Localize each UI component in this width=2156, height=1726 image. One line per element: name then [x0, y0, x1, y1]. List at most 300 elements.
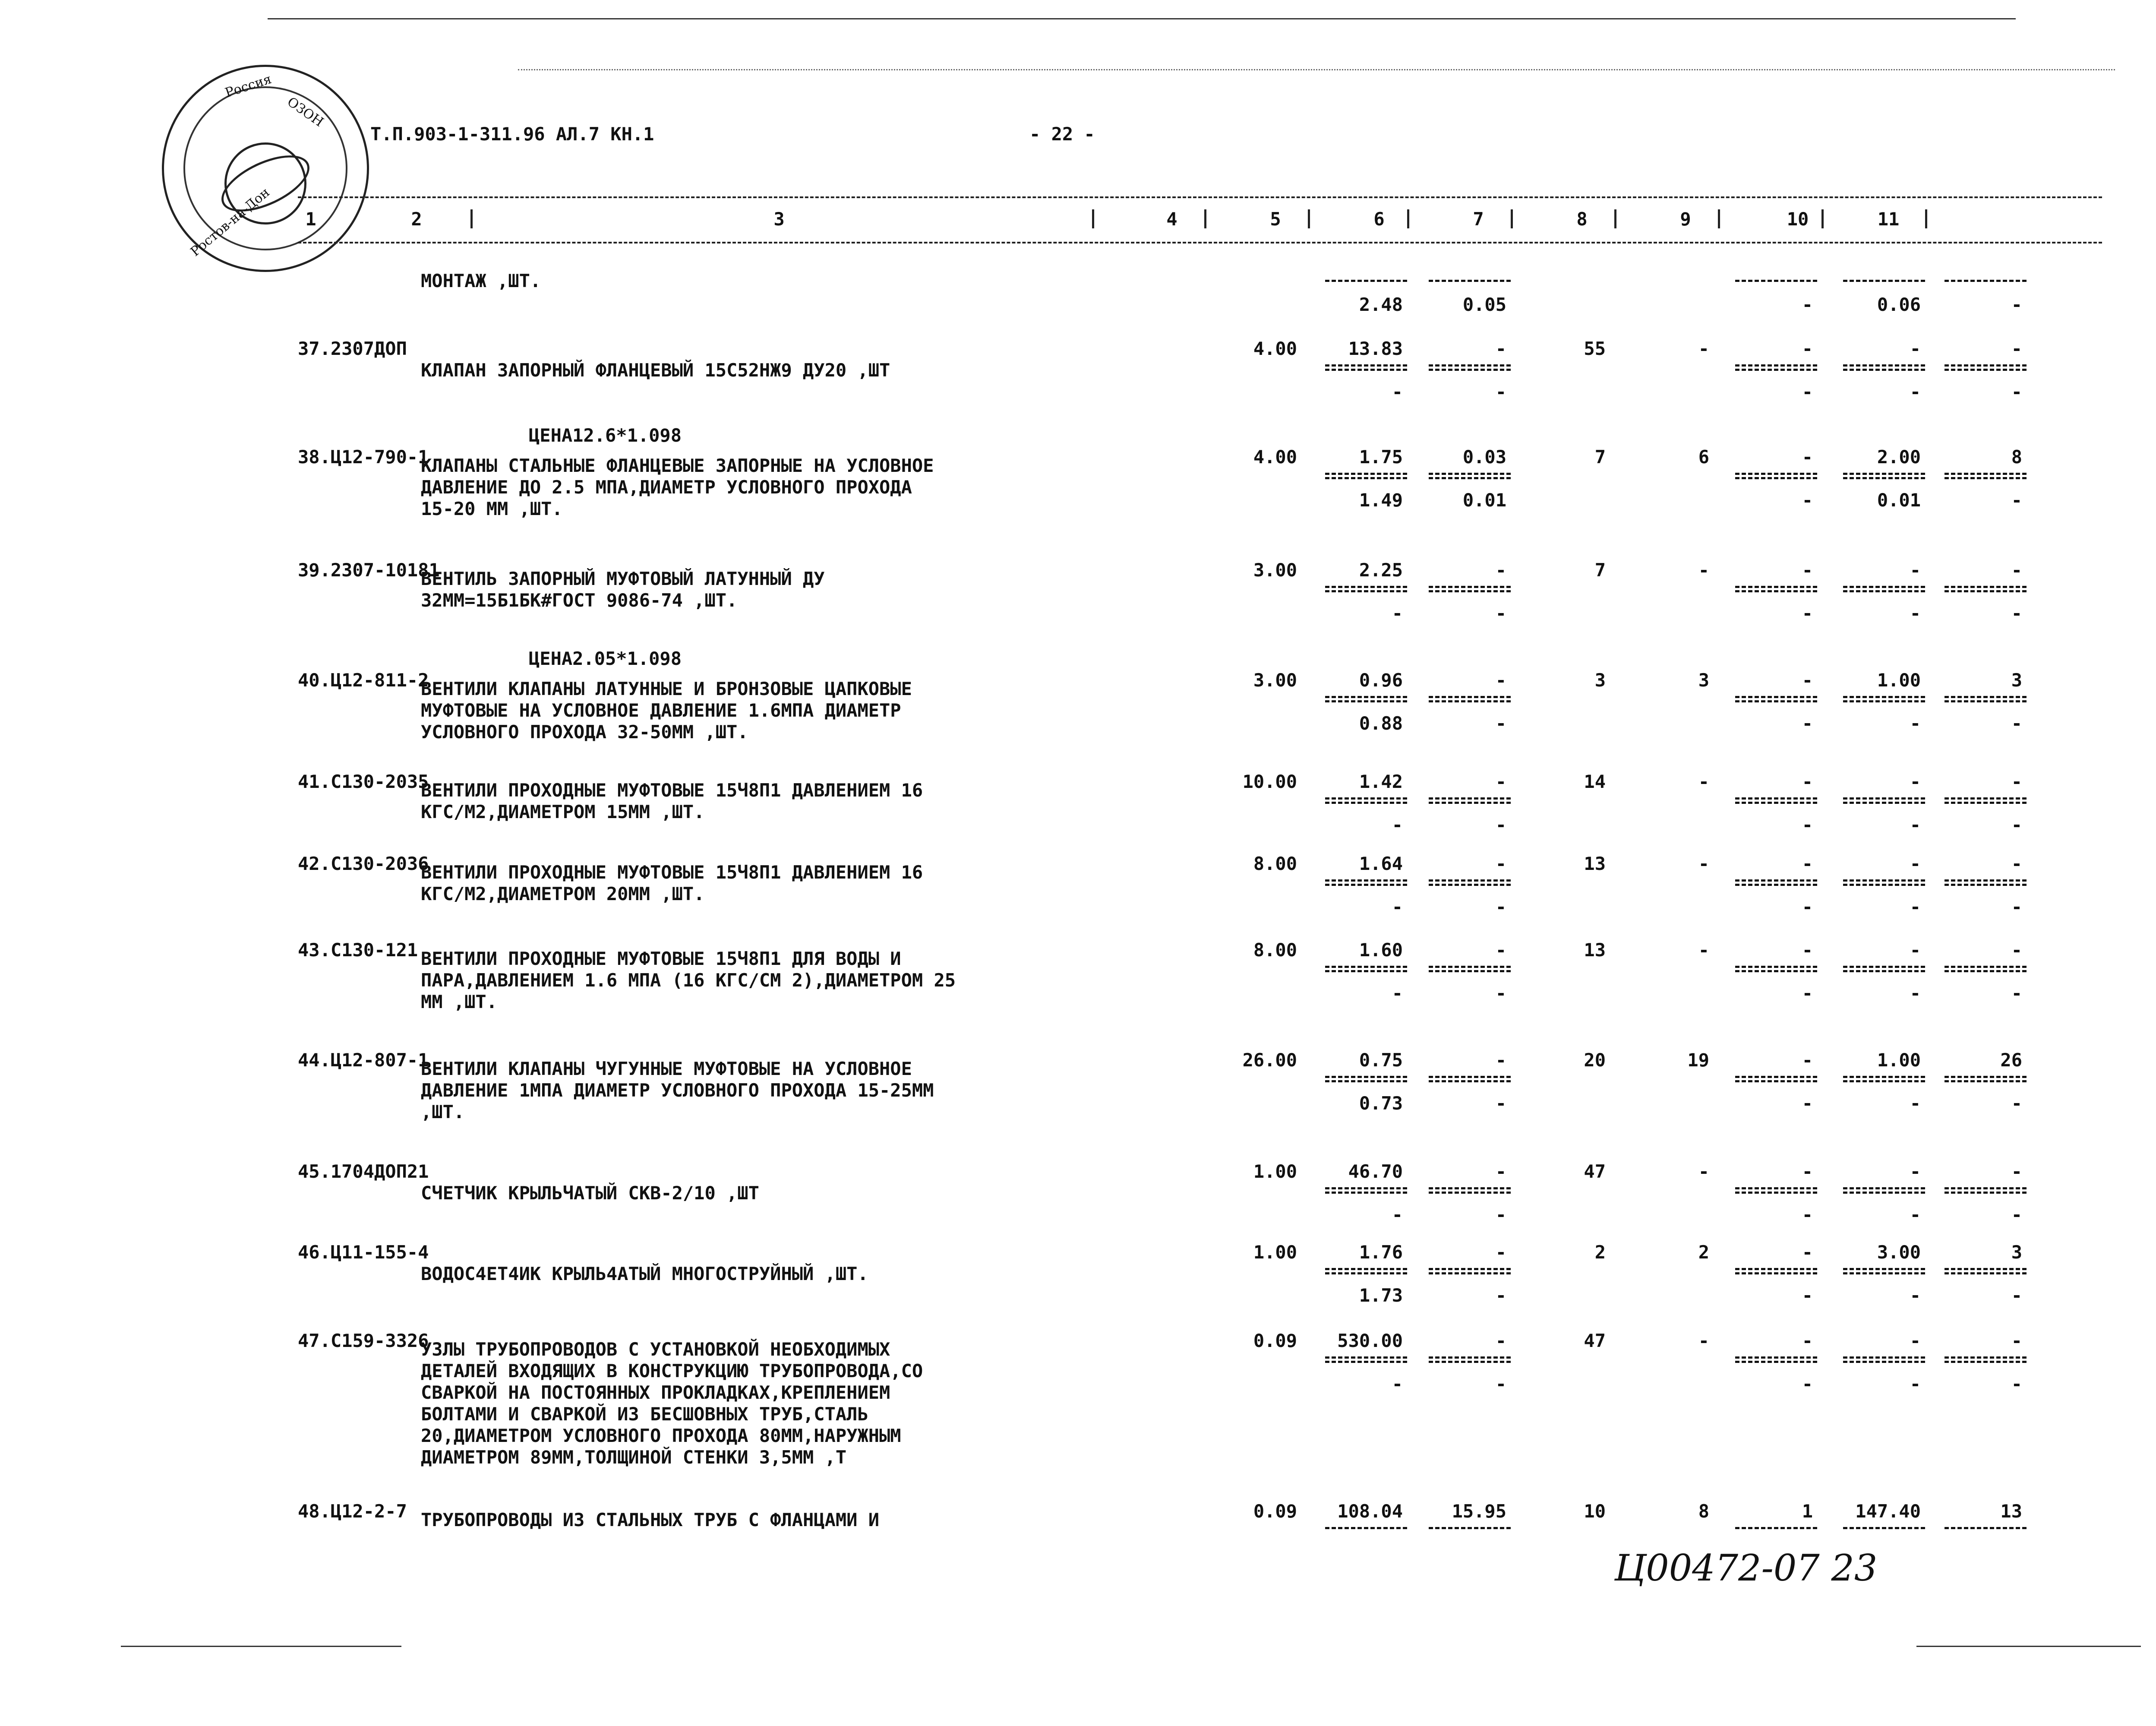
cell-c5: 1.42: [1359, 771, 1403, 792]
value-underline: [1945, 590, 2027, 592]
value-underline: [1945, 797, 2027, 800]
column-divider: [470, 209, 473, 228]
item-description-line: КЛАПАН ЗАПОРНЫЙ ФЛАНЦЕВЫЙ 15С52НЖ9 ДУ20 ,ШТ: [421, 360, 890, 381]
cell-c7: 7: [1594, 560, 1606, 581]
cell-c9-secondary: -: [1802, 896, 1813, 917]
item-description-line: ВЕНТИЛИ КЛАПАНЫ ЧУГУННЫЕ МУФТОВЫЕ НА УСЛОВНОЕ: [421, 1058, 912, 1079]
value-underline: [1429, 1356, 1511, 1359]
item-code: 41.С130-2035: [298, 771, 429, 792]
value-underline: [1843, 879, 1925, 882]
cell-c9-secondary: -: [1802, 294, 1813, 315]
cell-c5-secondary: -: [1392, 1204, 1403, 1225]
cell-c6-secondary: -: [1495, 983, 1506, 1004]
cell-c5: 0.75: [1359, 1050, 1403, 1071]
cell-c7: 10: [1584, 1501, 1606, 1522]
cell-c9: -: [1802, 1330, 1813, 1351]
cell-c11: -: [2011, 771, 2022, 792]
cell-c10: -: [1910, 771, 1921, 792]
value-underline: [1325, 369, 1407, 371]
cell-c6-secondary: -: [1495, 1373, 1506, 1394]
value-underline: [1945, 1076, 2027, 1078]
cell-c6-secondary: 0.05: [1462, 294, 1506, 315]
value-underline: [1735, 280, 1817, 282]
value-underline: [1325, 700, 1407, 702]
column-header-9: 9: [1680, 209, 1691, 230]
cell-c4: 3.00: [1253, 560, 1297, 581]
cell-c4: 3.00: [1253, 670, 1297, 691]
value-underline: [1735, 369, 1817, 371]
item-code: 46.Ц11-155-4: [298, 1242, 429, 1263]
value-underline: [1325, 970, 1407, 972]
value-underline: [1429, 970, 1511, 972]
value-underline: [1429, 1080, 1511, 1082]
value-underline: [1735, 797, 1817, 800]
value-underline: [1945, 280, 2027, 282]
cell-c10-secondary: -: [1910, 381, 1921, 402]
cell-c5: 1.60: [1359, 939, 1403, 961]
value-underline: [1945, 1356, 2027, 1359]
cell-c9-secondary: -: [1802, 983, 1813, 1004]
cell-c11: -: [2011, 1330, 2022, 1351]
value-underline: [1843, 700, 1925, 702]
cell-c6-secondary: -: [1495, 814, 1506, 835]
item-description-line: ДАВЛЕНИЕ ДО 2.5 МПА,ДИАМЕТР УСЛОВНОГО ПРОХОДА: [421, 477, 912, 498]
cell-c8: 2: [1698, 1242, 1709, 1263]
cell-c4: 8.00: [1253, 939, 1297, 961]
cell-c5: 13.83: [1348, 338, 1403, 359]
value-underline: [1945, 802, 2027, 804]
table-header-bottom-rule: [298, 242, 2102, 243]
cell-c8: 19: [1687, 1050, 1709, 1071]
value-underline: [1945, 586, 2027, 588]
item-description-line: 15-20 ММ ,ШТ.: [421, 498, 563, 519]
value-underline: [1735, 1527, 1817, 1529]
value-underline: [1429, 1527, 1511, 1529]
cell-c7: 2: [1594, 1242, 1606, 1263]
item-code: 40.Ц12-811-2: [298, 670, 429, 691]
value-underline: [1429, 280, 1511, 282]
item-description-line: МОНТАЖ ,ШТ.: [421, 270, 541, 291]
item-description-line: ВЕНТИЛИ ПРОХОДНЫЕ МУФТОВЫЕ 15Ч8П1 ДАВЛЕНИЕМ 16: [421, 780, 923, 801]
cell-c11: 13: [2000, 1501, 2022, 1522]
value-underline: [1735, 586, 1817, 588]
cell-c6: -: [1495, 560, 1506, 581]
value-underline: [1843, 970, 1925, 972]
value-underline: [1325, 884, 1407, 886]
value-underline: [1325, 1272, 1407, 1274]
cell-c6-secondary: -: [1495, 381, 1506, 402]
value-underline: [1735, 477, 1817, 479]
value-underline: [1325, 1527, 1407, 1529]
cell-c11-secondary: -: [2011, 1285, 2022, 1306]
item-price-note: ЦЕНА12.6*1.098: [529, 425, 682, 446]
column-header-3: 3: [773, 209, 785, 230]
value-underline: [1843, 802, 1925, 804]
item-code: 44.Ц12-807-1: [298, 1050, 429, 1071]
value-underline: [1843, 1268, 1925, 1270]
cell-c7: 7: [1594, 446, 1606, 468]
cell-c7: 14: [1584, 771, 1606, 792]
value-underline: [1735, 473, 1817, 475]
cell-c5-secondary: -: [1392, 896, 1403, 917]
cell-c10: 2.00: [1877, 446, 1921, 468]
cell-c9: -: [1802, 1161, 1813, 1182]
value-underline: [1945, 1192, 2027, 1194]
value-underline: [1429, 1076, 1511, 1078]
column-header-6: 6: [1373, 209, 1385, 230]
item-description-line: ДИАМЕТРОМ 89ММ,ТОЛЩИНОЙ СТЕНКИ 3,5ММ ,Т: [421, 1447, 847, 1468]
cell-c8: -: [1698, 853, 1709, 874]
value-underline: [1735, 966, 1817, 968]
value-underline: [1429, 586, 1511, 588]
item-description-line: 32ММ=15Б1БК#ГОСТ 9086-74 ,ШТ.: [421, 590, 738, 611]
cell-c10: -: [1910, 1161, 1921, 1182]
column-header-8: 8: [1576, 209, 1588, 230]
value-underline: [1735, 590, 1817, 592]
cell-c4: 1.00: [1253, 1242, 1297, 1263]
value-underline: [1843, 280, 1925, 282]
scan-bottom-edge-line-left: [121, 1646, 401, 1647]
cell-c4: 0.09: [1253, 1330, 1297, 1351]
seal-top-text: Россия: [223, 71, 274, 101]
column-divider: [1718, 209, 1720, 228]
cell-c10: 1.00: [1877, 670, 1921, 691]
cell-c4: 4.00: [1253, 446, 1297, 468]
column-header-11: 11: [1877, 209, 1900, 230]
item-description-line: КГС/М2,ДИАМЕТРОМ 20ММ ,ШТ.: [421, 883, 705, 904]
value-underline: [1429, 966, 1511, 968]
value-underline: [1735, 970, 1817, 972]
item-description-line: БОЛТАМИ И СВАРКОЙ ИЗ БЕСШОВНЫХ ТРУБ,СТАЛЬ: [421, 1404, 868, 1425]
item-description-line: ТРУБОПРОВОДЫ ИЗ СТАЛЬНЫХ ТРУБ С ФЛАНЦАМИ И: [421, 1509, 880, 1530]
cell-c7: 3: [1594, 670, 1606, 691]
value-underline: [1325, 1192, 1407, 1194]
value-underline: [1735, 1361, 1817, 1363]
value-underline: [1325, 586, 1407, 588]
item-description-line: ВЕНТИЛИ КЛАПАНЫ ЛАТУННЫЕ И БРОНЗОВЫЕ ЦАПКОВЫЕ: [421, 678, 912, 699]
cell-c5-secondary: 0.73: [1359, 1093, 1403, 1114]
value-underline: [1945, 477, 2027, 479]
cell-c5-secondary: 0.88: [1359, 713, 1403, 734]
cell-c6-secondary: -: [1495, 603, 1506, 624]
value-underline: [1735, 364, 1817, 367]
value-underline: [1735, 1356, 1817, 1359]
value-underline: [1429, 696, 1511, 698]
value-underline: [1843, 477, 1925, 479]
item-description-line: ВОДОС4ЕТ4ИК КРЫЛЬ4АТЫЙ МНОГОСТРУЙНЫЙ ,ШТ.: [421, 1263, 868, 1284]
column-divider: [1204, 209, 1206, 228]
cell-c5: 2.25: [1359, 560, 1403, 581]
item-description-line: УСЛОВНОГО ПРОХОДА 32-50ММ ,ШТ.: [421, 721, 748, 743]
cell-c6-secondary: -: [1495, 896, 1506, 917]
cell-c10-secondary: 0.01: [1877, 490, 1921, 511]
cell-c11: -: [2011, 939, 2022, 961]
cell-c5-secondary: 2.48: [1359, 294, 1403, 315]
value-underline: [1843, 884, 1925, 886]
cell-c5-secondary: -: [1392, 814, 1403, 835]
cell-c7: 13: [1584, 853, 1606, 874]
value-underline: [1429, 1361, 1511, 1363]
value-underline: [1325, 1080, 1407, 1082]
cell-c6: -: [1495, 1330, 1506, 1351]
cell-c9: 1: [1802, 1501, 1813, 1522]
item-code: 38.Ц12-790-1: [298, 446, 429, 468]
item-description-line: КЛАПАНЫ СТАЛЬНЫЕ ФЛАНЦЕВЫЕ ЗАПОРНЫЕ НА УСЛОВНОЕ: [421, 455, 934, 476]
value-underline: [1843, 586, 1925, 588]
value-underline: [1325, 879, 1407, 882]
value-underline: [1735, 1076, 1817, 1078]
cell-c9: -: [1802, 338, 1813, 359]
cell-c11-secondary: -: [2011, 1093, 2022, 1114]
column-divider: [1821, 209, 1824, 228]
value-underline: [1429, 1187, 1511, 1189]
value-underline: [1325, 473, 1407, 475]
value-underline: [1429, 1268, 1511, 1270]
value-underline: [1325, 364, 1407, 367]
cell-c5: 108.04: [1337, 1501, 1403, 1522]
cell-c11-secondary: -: [2011, 381, 2022, 402]
cell-c10-secondary: -: [1910, 1285, 1921, 1306]
value-underline: [1429, 879, 1511, 882]
cell-c7: 47: [1584, 1330, 1606, 1351]
value-underline: [1429, 473, 1511, 475]
cell-c10-secondary: -: [1910, 713, 1921, 734]
cell-c7: 13: [1584, 939, 1606, 961]
cell-c6: 15.95: [1452, 1501, 1506, 1522]
item-code: 39.2307-10181: [298, 560, 440, 581]
scan-bottom-edge-line-right: [1916, 1646, 2141, 1647]
cell-c5-secondary: 1.73: [1359, 1285, 1403, 1306]
cell-c10-secondary: -: [1910, 896, 1921, 917]
value-underline: [1429, 802, 1511, 804]
column-divider: [1511, 209, 1513, 228]
cell-c10-secondary: -: [1910, 1373, 1921, 1394]
cell-c10-secondary: -: [1910, 1093, 1921, 1114]
value-underline: [1735, 1192, 1817, 1194]
scan-top-edge-line: [268, 18, 2016, 19]
cell-c6: -: [1495, 338, 1506, 359]
value-underline: [1945, 364, 2027, 367]
cell-c10-secondary: -: [1910, 983, 1921, 1004]
value-underline: [1843, 1076, 1925, 1078]
cell-c11-secondary: -: [2011, 490, 2022, 511]
value-underline: [1429, 1192, 1511, 1194]
cell-c9: -: [1802, 1242, 1813, 1263]
table-header-top-rule: [298, 196, 2102, 198]
cell-c8: 6: [1698, 446, 1709, 468]
value-underline: [1325, 1076, 1407, 1078]
value-underline: [1945, 369, 2027, 371]
value-underline: [1945, 696, 2027, 698]
value-underline: [1429, 884, 1511, 886]
value-underline: [1735, 1272, 1817, 1274]
column-divider: [1407, 209, 1409, 228]
cell-c11: -: [2011, 853, 2022, 874]
item-description-line: УЗЛЫ ТРУБОПРОВОДОВ С УСТАНОВКОЙ НЕОБХОДИМЫХ: [421, 1339, 890, 1360]
value-underline: [1843, 696, 1925, 698]
item-code: 43.С130-121: [298, 939, 418, 961]
cell-c9-secondary: -: [1802, 814, 1813, 835]
cell-c9: -: [1802, 939, 1813, 961]
column-header-4: 4: [1166, 209, 1177, 230]
cell-c10: -: [1910, 1330, 1921, 1351]
value-underline: [1325, 1361, 1407, 1363]
value-underline: [1945, 1272, 2027, 1274]
value-underline: [1325, 966, 1407, 968]
value-underline: [1325, 280, 1407, 282]
cell-c6: 0.03: [1462, 446, 1506, 468]
item-description-line: 20,ДИАМЕТРОМ УСЛОВНОГО ПРОХОДА 80ММ,НАРУЖНЫМ: [421, 1425, 901, 1446]
cell-c6-secondary: -: [1495, 1093, 1506, 1114]
cell-c9-secondary: -: [1802, 1373, 1813, 1394]
cell-c6: -: [1495, 771, 1506, 792]
value-underline: [1945, 884, 2027, 886]
item-description-line: ДАВЛЕНИЕ 1МПА ДИАМЕТР УСЛОВНОГО ПРОХОДА 15-25ММ: [421, 1080, 934, 1101]
cell-c11-secondary: -: [2011, 603, 2022, 624]
column-divider: [1925, 209, 1927, 228]
column-header-10: 10: [1787, 209, 1809, 230]
value-underline: [1843, 966, 1925, 968]
cell-c9-secondary: -: [1802, 1285, 1813, 1306]
cell-c10-secondary: -: [1910, 1204, 1921, 1225]
cell-c11: 3: [2011, 670, 2022, 691]
cell-c5: 530.00: [1337, 1330, 1403, 1351]
value-underline: [1325, 1268, 1407, 1270]
cell-c11: -: [2011, 560, 2022, 581]
item-description-line: ВЕНТИЛЬ ЗАПОРНЫЙ МУФТОВЫЙ ЛАТУННЫЙ ДУ: [421, 568, 825, 589]
value-underline: [1735, 1187, 1817, 1189]
cell-c9-secondary: -: [1802, 1093, 1813, 1114]
cell-c7: 20: [1584, 1050, 1606, 1071]
value-underline: [1945, 1187, 2027, 1189]
cell-c7: 55: [1584, 338, 1606, 359]
cell-c7: 47: [1584, 1161, 1606, 1182]
cell-c11-secondary: -: [2011, 294, 2022, 315]
value-underline: [1945, 970, 2027, 972]
cell-c5: 1.76: [1359, 1242, 1403, 1263]
item-description-line: СЧЕТЧИК КРЫЛЬЧАТЫЙ СКВ-2/10 ,ШТ: [421, 1182, 759, 1204]
value-underline: [1325, 802, 1407, 804]
cell-c4: 10.00: [1242, 771, 1297, 792]
value-underline: [1843, 1192, 1925, 1194]
item-code: 47.С159-3326: [298, 1330, 429, 1351]
column-header-2: 2: [411, 209, 422, 230]
value-underline: [1735, 1080, 1817, 1082]
cell-c9: -: [1802, 670, 1813, 691]
cell-c4: 8.00: [1253, 853, 1297, 874]
cell-c6-secondary: -: [1495, 713, 1506, 734]
cell-c8: -: [1698, 1161, 1709, 1182]
item-price-note: ЦЕНА2.05*1.098: [529, 648, 682, 669]
cell-c9-secondary: -: [1802, 381, 1813, 402]
cell-c10: -: [1910, 939, 1921, 961]
cell-c4: 0.09: [1253, 1501, 1297, 1522]
cell-c9-secondary: -: [1802, 603, 1813, 624]
value-underline: [1429, 1272, 1511, 1274]
cell-c5-secondary: -: [1392, 603, 1403, 624]
column-header-7: 7: [1473, 209, 1484, 230]
cell-c6: -: [1495, 939, 1506, 961]
item-code: 48.Ц12-2-7: [298, 1501, 407, 1522]
value-underline: [1325, 477, 1407, 479]
cell-c6-secondary: 0.01: [1462, 490, 1506, 511]
value-underline: [1735, 884, 1817, 886]
cell-c8: 8: [1698, 1501, 1709, 1522]
cell-c6: -: [1495, 1242, 1506, 1263]
value-underline: [1843, 369, 1925, 371]
cell-c11-secondary: -: [2011, 896, 2022, 917]
value-underline: [1735, 696, 1817, 698]
item-description-line: ВЕНТИЛИ ПРОХОДНЫЕ МУФТОВЫЕ 15Ч8П1 ДЛЯ ВОДЫ И: [421, 948, 901, 969]
value-underline: [1945, 966, 2027, 968]
value-underline: [1843, 590, 1925, 592]
cell-c8: -: [1698, 1330, 1709, 1351]
value-underline: [1945, 1080, 2027, 1082]
cell-c9-secondary: -: [1802, 1204, 1813, 1225]
cell-c5-secondary: 1.49: [1359, 490, 1403, 511]
cell-c9: -: [1802, 853, 1813, 874]
cell-c9: -: [1802, 560, 1813, 581]
item-description-line: ВЕНТИЛИ ПРОХОДНЫЕ МУФТОВЫЕ 15Ч8П1 ДАВЛЕНИЕМ 16: [421, 862, 923, 883]
cell-c11: -: [2011, 1161, 2022, 1182]
cell-c11-secondary: -: [2011, 983, 2022, 1004]
value-underline: [1945, 700, 2027, 702]
cell-c6: -: [1495, 853, 1506, 874]
value-underline: [1325, 1187, 1407, 1189]
item-description-line: СВАРКОЙ НА ПОСТОЯННЫХ ПРОКЛАДКАХ,КРЕПЛЕНИЕМ: [421, 1382, 890, 1403]
cell-c6: -: [1495, 1161, 1506, 1182]
cell-c8: 3: [1698, 670, 1709, 691]
cell-c4: 4.00: [1253, 338, 1297, 359]
column-divider: [1308, 209, 1310, 228]
cell-c6: -: [1495, 670, 1506, 691]
cell-c8: -: [1698, 939, 1709, 961]
column-header-5: 5: [1270, 209, 1281, 230]
cell-c5: 1.75: [1359, 446, 1403, 468]
cell-c10-secondary: -: [1910, 814, 1921, 835]
cell-c11-secondary: -: [2011, 1373, 2022, 1394]
cell-c5-secondary: -: [1392, 983, 1403, 1004]
item-code: 45.1704ДОП21: [298, 1161, 429, 1182]
item-code: 37.2307ДОП: [298, 338, 407, 359]
cell-c11-secondary: -: [2011, 1204, 2022, 1225]
cell-c10: -: [1910, 853, 1921, 874]
item-code: 42.С130-2036: [298, 853, 429, 874]
value-underline: [1735, 1268, 1817, 1270]
value-underline: [1843, 797, 1925, 800]
cell-c10-secondary: -: [1910, 603, 1921, 624]
value-underline: [1945, 473, 2027, 475]
value-underline: [1843, 1356, 1925, 1359]
value-underline: [1843, 1080, 1925, 1082]
value-underline: [1429, 477, 1511, 479]
seal-right-text: ОЗОН: [284, 94, 326, 130]
value-underline: [1429, 590, 1511, 592]
value-underline: [1843, 1361, 1925, 1363]
cell-c5: 0.96: [1359, 670, 1403, 691]
value-underline: [1325, 1356, 1407, 1359]
value-underline: [1945, 879, 2027, 882]
cell-c11: -: [2011, 338, 2022, 359]
cell-c5-secondary: -: [1392, 381, 1403, 402]
column-header-1: 1: [305, 209, 316, 230]
cell-c4: 1.00: [1253, 1161, 1297, 1182]
value-underline: [1735, 802, 1817, 804]
value-underline: [1843, 1272, 1925, 1274]
seal-left-text: Ростов-на-Дон: [188, 185, 273, 260]
cell-c6: -: [1495, 1050, 1506, 1071]
cell-c8: -: [1698, 560, 1709, 581]
